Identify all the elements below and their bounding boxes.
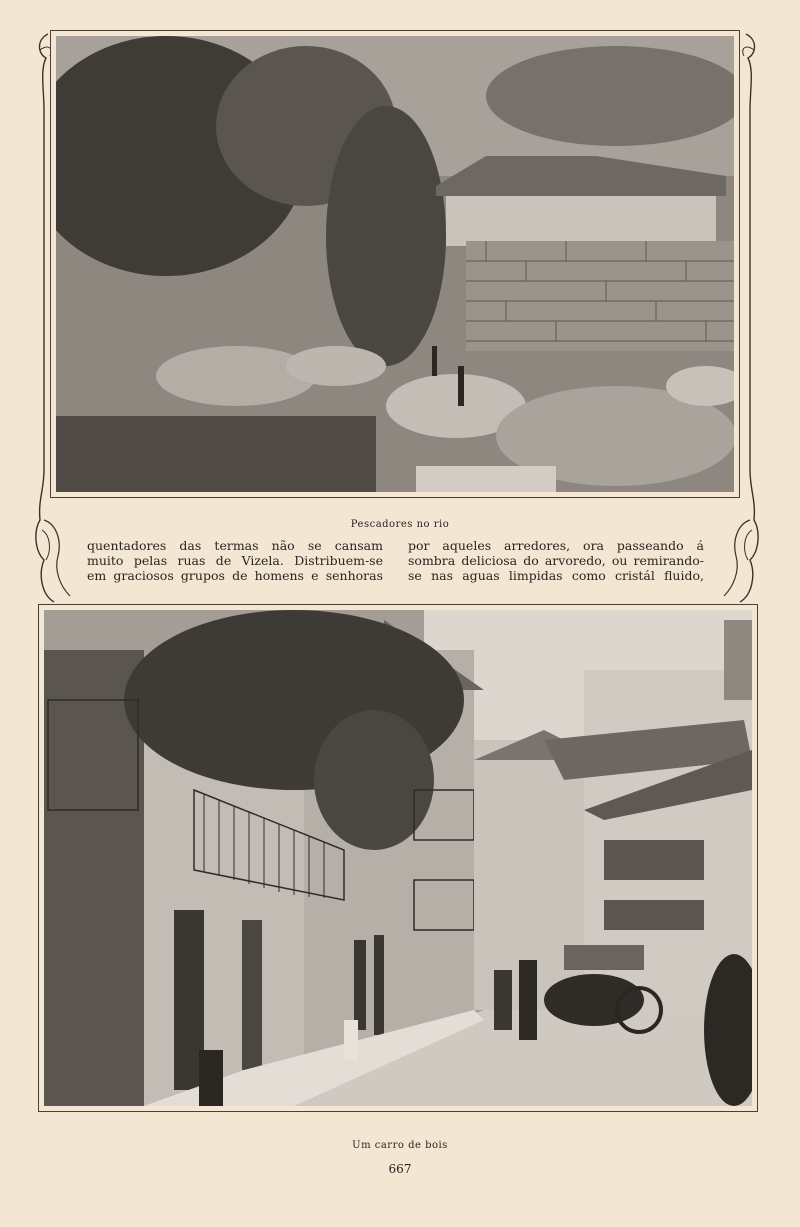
right-text-column	[408, 538, 704, 583]
top-photo-caption: Pescadores no rio	[350, 519, 450, 530]
top-photo-frame	[50, 30, 740, 498]
left-text-column	[87, 538, 383, 583]
page-number: 667	[388, 1162, 412, 1176]
text-line: sombra deliciosa do arvoredo, ou remirando-	[408, 553, 704, 568]
text-line: muito pelas ruas de Vizela. Distribuem-se	[87, 553, 383, 568]
text-line: por aqueles arredores, ora passeando á	[408, 538, 704, 553]
text-line: se nas aguas limpidas como cristál fluido,	[408, 568, 704, 583]
ox-cart-street-photo	[44, 610, 752, 1106]
river-fishermen-photo	[56, 36, 734, 492]
text-line: quentadores das termas não se cansam	[87, 538, 383, 553]
bottom-photo-caption: Um carro de bois	[352, 1140, 448, 1151]
bottom-photo-frame	[38, 604, 758, 1112]
text-line: em graciosos grupos de homens e senhoras	[87, 568, 383, 583]
